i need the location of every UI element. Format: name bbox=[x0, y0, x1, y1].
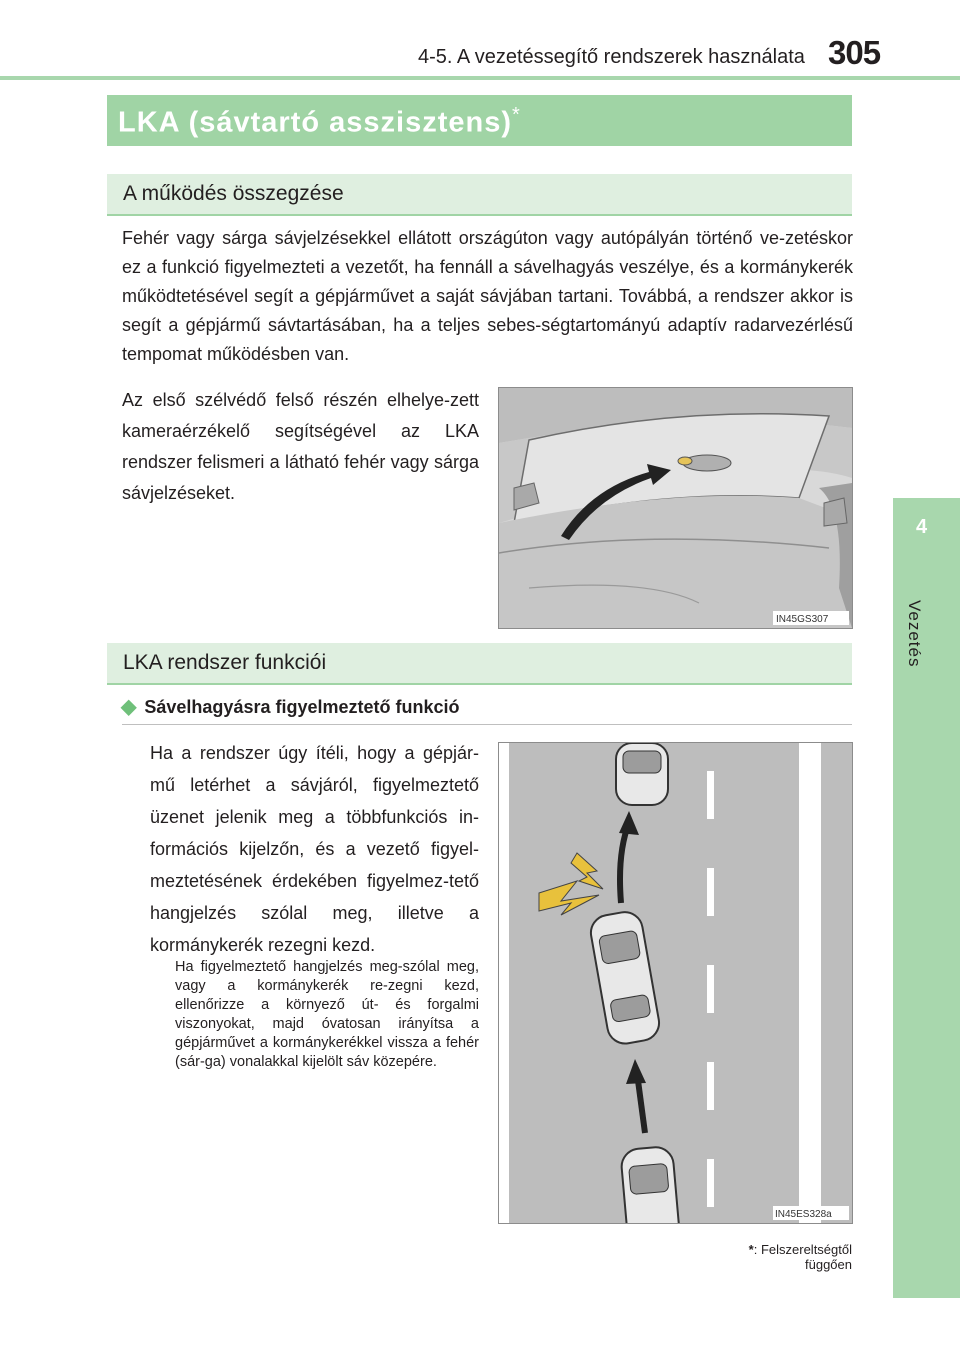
windshield-camera-illustration bbox=[498, 387, 853, 629]
title-asterisk: * bbox=[511, 104, 521, 126]
section-heading-1: A működés összegzése bbox=[123, 182, 344, 205]
summary-paragraph: Fehér vagy sárga sávjelzésekkel ellátott országúton vagy autópályán történő ve-zetéskor ez a funkció figyelmezteti a vezetőt, ha fennáll a sávelhagyás veszélye, és a kormánykerék működtetésével segít a gépjárművet a saját sávjában tartani. Továbbá, a rendszer akkor is segít a gépjármű sávtartásában, ha a teljes sebes-ségtartományú adaptív radarvezérlésű tempomat működésben van. bbox=[122, 228, 853, 364]
running-header: 4-5. A vezetéssegítő rendszerek használata bbox=[418, 46, 805, 68]
lane-departure-paragraph: Ha a rendszer úgy ítéli, hogy a gépjár-mű letérhet a sávjáról, figyelmeztető üzenet jelenik meg a többfunkciós in-formációs kijelzőn, és a vezető figyel-meztetésének érdekében figyelmez-tető hangjelzés szólal meg, illetve a kormánykerék rezegni kezd. bbox=[150, 743, 479, 955]
header-rule bbox=[0, 76, 960, 80]
car-windshield-drawing bbox=[499, 388, 852, 628]
car-bottom bbox=[620, 1146, 681, 1223]
diamond-bullet-icon: ◆ bbox=[121, 696, 137, 718]
chapter-label: Vezetés bbox=[905, 600, 924, 668]
car-top bbox=[616, 743, 668, 805]
footnote-asterisk: * bbox=[748, 1242, 754, 1257]
page-title-text: LKA (sávtartó asszisztens) bbox=[118, 106, 512, 139]
figure-code-1: IN45GS307 bbox=[776, 614, 829, 625]
feature-bullet bbox=[121, 694, 460, 719]
bullet-underline bbox=[122, 724, 852, 725]
page-title bbox=[118, 104, 521, 140]
footnote-text: : Felszereltségtől függően bbox=[753, 1242, 852, 1272]
feature-title: Sávelhagyásra figyelmeztető funkció bbox=[144, 697, 460, 717]
camera-paragraph: Az első szélvédő felső részén elhelye-zett kameraérzékelő segítségével az LKA rendszer felismeri a látható fehér vagy sárga sávjelzéseket. bbox=[122, 390, 479, 503]
lane-departure-drawing bbox=[499, 743, 852, 1223]
chapter-number: 4 bbox=[916, 516, 928, 538]
lane-departure-note: Ha figyelmeztető hangjelzés meg-szólal meg, vagy a kormánykerék re-zegni kezd, ellenőrizze a környező út- és forgalmi viszonyokat, majd óvatosan irányítsa a gépjárművet a kormánykerékkel vissza a fehér (sár-ga) vonalakkal kijelölt sáv közepére. bbox=[175, 959, 479, 1070]
lane-departure-illustration bbox=[498, 742, 853, 1224]
page-number: 305 bbox=[828, 34, 881, 71]
figure-code-2: IN45ES328a bbox=[775, 1209, 832, 1220]
section-heading-2: LKA rendszer funkciói bbox=[123, 651, 327, 674]
footnote bbox=[700, 1242, 852, 1272]
